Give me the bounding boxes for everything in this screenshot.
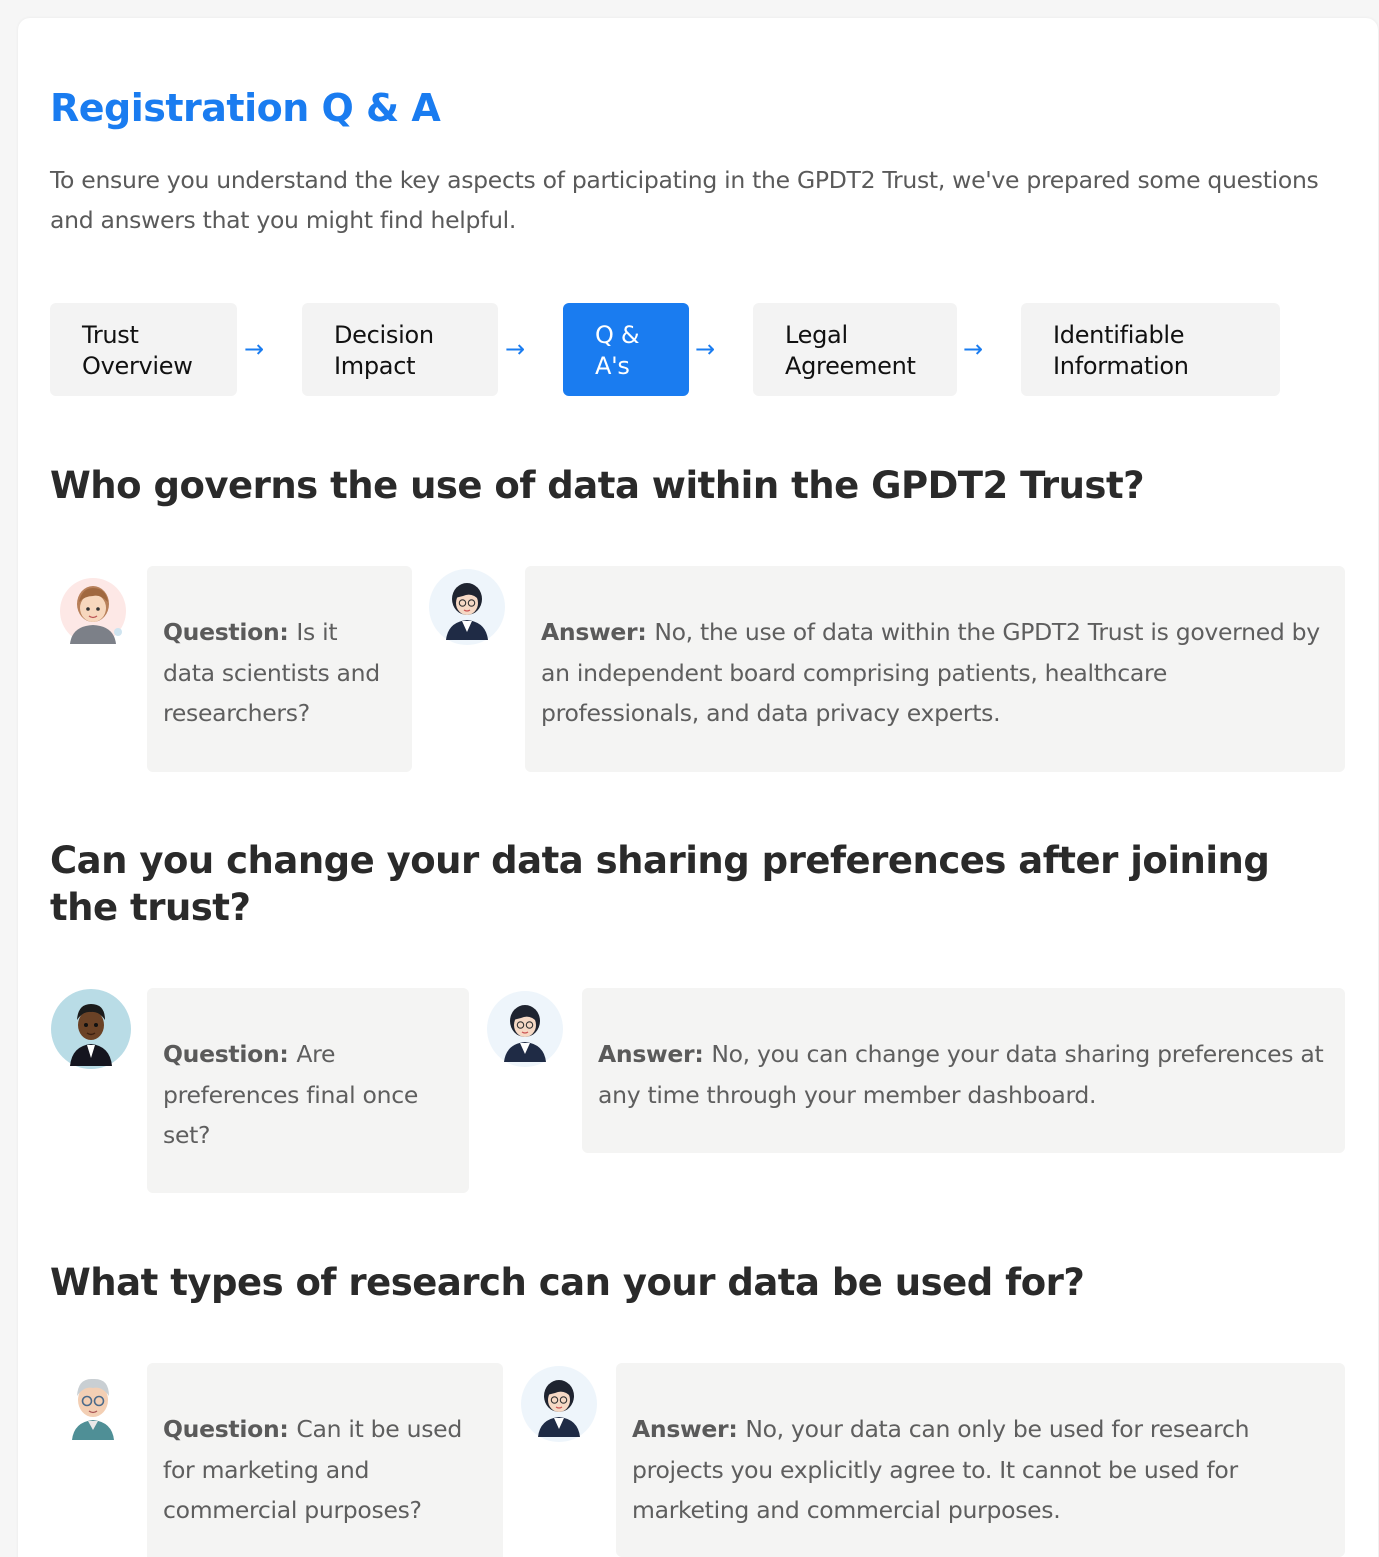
answer-text: No, the use of data within the GPDT2 Trust is governed by an independent board comprising patients, healthcare professionals, and data privacy experts. — [541, 618, 1320, 727]
step-label-line2: Impact — [334, 352, 416, 380]
answer-bubble — [616, 1363, 1345, 1557]
question-label: Question: — [163, 618, 297, 646]
content-card — [18, 18, 1378, 1557]
woman-avatar-icon — [52, 570, 134, 652]
section-heading: Who governs the use of data within the GPDT2 Trust? — [50, 464, 1145, 507]
page-title: Registration Q & A — [50, 86, 441, 130]
question-text: Is it data scientists and researchers? — [163, 618, 380, 727]
question-label: Question: — [163, 1040, 297, 1068]
businesswoman-avatar-icon — [484, 988, 566, 1070]
answer-text: No, your data can only be used for research projects you explicitly agree to. It cannot be used for marketing and commercial purposes. — [632, 1415, 1250, 1524]
step-label-line1: Identifiable — [1053, 321, 1185, 349]
answer-bubble — [582, 988, 1345, 1153]
arrow-right-icon: → — [505, 335, 526, 363]
answer-text: No, you can change your data sharing preferences at any time through your member dashboard. — [598, 1040, 1324, 1109]
question-text: Are preferences final once set? — [163, 1040, 418, 1149]
businesswoman-avatar-icon — [518, 1363, 600, 1445]
arrow-right-icon: → — [244, 335, 265, 363]
question-bubble — [147, 1363, 503, 1557]
answer-label: Answer: — [541, 618, 655, 646]
arrow-right-icon: → — [695, 335, 716, 363]
step-label-line1: Legal — [785, 321, 848, 349]
step-legal-agreement[interactable] — [753, 303, 957, 396]
businesswoman-avatar-icon — [426, 566, 508, 648]
step-label-line2: Agreement — [785, 352, 916, 380]
step-label-line1: Decision — [334, 321, 434, 349]
intro-text: To ensure you understand the key aspects of participating in the GPDT2 Trust, we've prepared some questions and answers that you might find helpful. — [50, 166, 1319, 234]
elderly-man-avatar-icon — [52, 1366, 134, 1448]
section-heading: What types of research can your data be used for? — [50, 1261, 1085, 1304]
answer-label: Answer: — [632, 1415, 746, 1443]
step-decision-impact[interactable] — [302, 303, 498, 396]
step-trust-overview[interactable] — [50, 303, 237, 396]
question-text: Can it be used for marketing and commercial purposes? — [163, 1415, 462, 1524]
step-label-line2: Information — [1053, 352, 1189, 380]
question-label: Question: — [163, 1415, 297, 1443]
answer-label: Answer: — [598, 1040, 712, 1068]
section-heading: Can you change your data sharing preferences after joining the trust? — [50, 839, 1270, 929]
question-bubble — [147, 988, 469, 1193]
step-label-line2: Overview — [82, 352, 193, 380]
answer-bubble — [525, 566, 1345, 772]
step-identifiable-information[interactable] — [1021, 303, 1280, 396]
step-qas[interactable] — [563, 303, 689, 396]
arrow-right-icon: → — [963, 335, 984, 363]
step-label-line2: A's — [595, 352, 630, 380]
man-avatar-icon — [50, 988, 132, 1070]
step-label-line1: Trust — [82, 321, 139, 349]
step-label-line1: Q & — [595, 321, 640, 349]
question-bubble — [147, 566, 412, 772]
